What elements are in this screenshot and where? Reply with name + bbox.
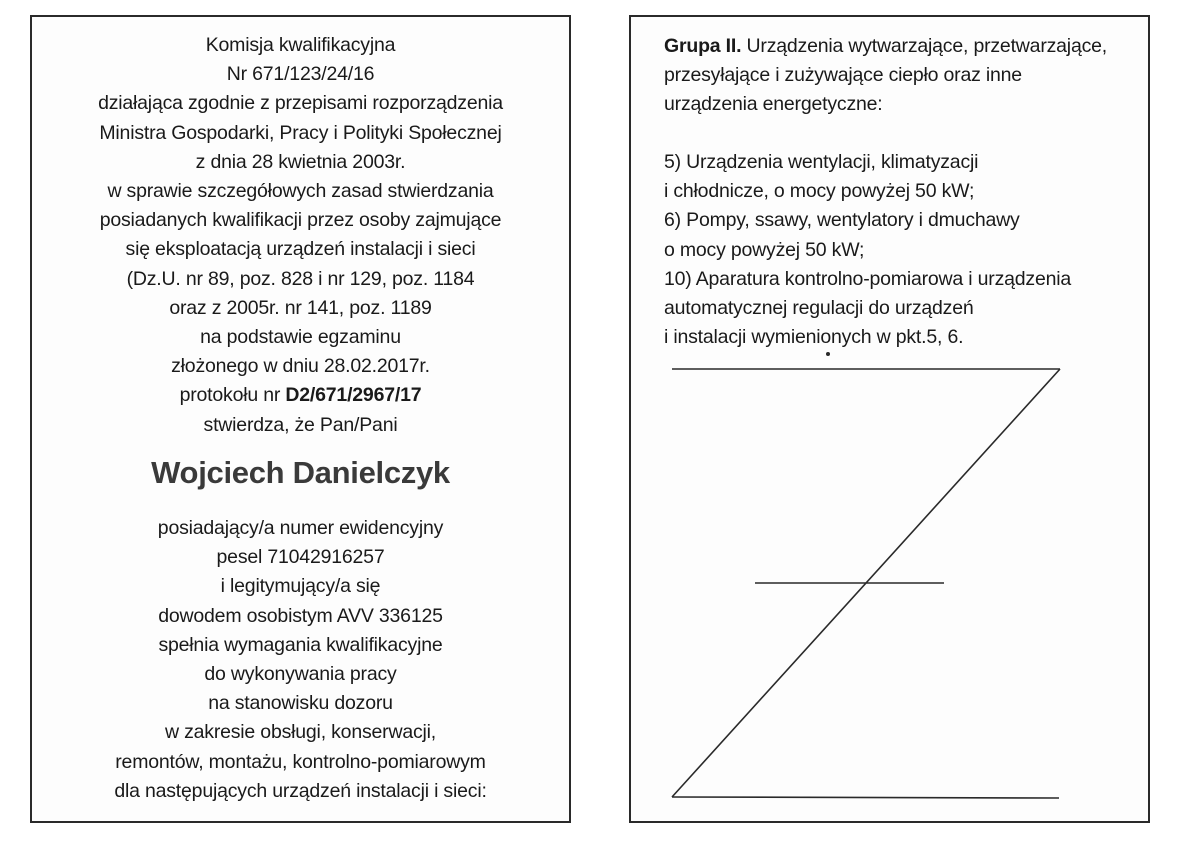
qualification-line: remontów, montażu, kontrolno-pomiarowym [115, 750, 486, 773]
commission-line: (Dz.U. nr 89, poz. 828 i nr 129, poz. 1184 [126, 267, 475, 290]
group-label: Grupa II. [664, 35, 742, 57]
qualification-line: spełnia wymagania kwalifikacyjne [158, 633, 443, 656]
device-item-line: 5) Urządzenia wentylacji, klimatyzacji [664, 151, 979, 173]
protocol-number: D2/671/2967/17 [285, 384, 422, 407]
group-line: przesyłające i zużywające ciepło oraz inne [664, 64, 1022, 87]
device-item-line: i instalacji wymienionych w pkt.5, 6. [664, 326, 964, 349]
statement-line: stwierdza, że Pan/Pani [203, 413, 398, 436]
commission-line: złożonego w dniu 28.02.2017r. [171, 355, 430, 378]
commission-line: na podstawie egzaminu [200, 326, 401, 349]
commission-line: z dnia 28 kwietnia 2003r. [195, 150, 406, 173]
protocol-line [32, 381, 569, 410]
qualification-statement [32, 514, 569, 806]
device-item-line: 10) Aparatura kontrolno-pomiarowa i urządzenia [664, 267, 1072, 290]
device-item-line: i chłodnicze, o mocy powyżej 50 kW; [664, 180, 975, 203]
commission-line: Ministra Gospodarki, Pracy i Polityki Społecznej [99, 121, 502, 144]
z-bottom-stroke [672, 797, 1059, 798]
qualification-line: w zakresie obsługi, konserwacji, [164, 721, 437, 744]
commission-line: Komisja kwalifikacyjna [205, 34, 396, 56]
device-item-line: 6) Pompy, ssawy, wentylatory i dmuchawy [664, 209, 1020, 232]
device-item-line: o mocy powyżej 50 kW; [664, 238, 865, 261]
qualification-line: dla następujących urządzeń instalacji i sieci: [114, 779, 487, 802]
ink-dot [826, 352, 830, 356]
commission-statement [32, 31, 569, 440]
commission-line: Nr 671/123/24/16 [226, 63, 375, 86]
commission-line: działająca zgodnie z przepisami rozporządzenia [98, 92, 503, 115]
device-item-line: automatycznej regulacji do urządzeń [664, 297, 974, 320]
commission-line: oraz z 2005r. nr 141, poz. 1189 [169, 296, 432, 319]
qualification-line: na stanowisku dozoru [208, 692, 393, 715]
commission-line: posiadanych kwalifikacji przez osoby zajmujące [99, 209, 502, 232]
z-strikethrough-mark [631, 17, 1152, 825]
holder-name: Wojciech Danielczyk [151, 455, 450, 490]
qualification-line: pesel 71042916257 [216, 546, 385, 569]
group-text: Urządzenia wytwarzające, przetwarzające, [746, 35, 1107, 57]
qualification-line: posiadający/a numer ewidencyjny [157, 517, 444, 539]
protocol-prefix: protokołu nr [179, 384, 281, 407]
qualification-line: dowodem osobistym AVV 336125 [158, 604, 443, 627]
certificate-right-page [629, 15, 1150, 823]
group-line: urządzenia energetyczne: [664, 93, 883, 116]
qualification-line: i legitymujący/a się [220, 575, 381, 598]
commission-line: w sprawie szczegółowych zasad stwierdzania [107, 180, 494, 203]
commission-line: się eksploatacją urządzeń instalacji i sieci [125, 238, 476, 261]
certificate-left-page [30, 15, 571, 823]
qualification-line: do wykonywania pracy [204, 663, 397, 686]
